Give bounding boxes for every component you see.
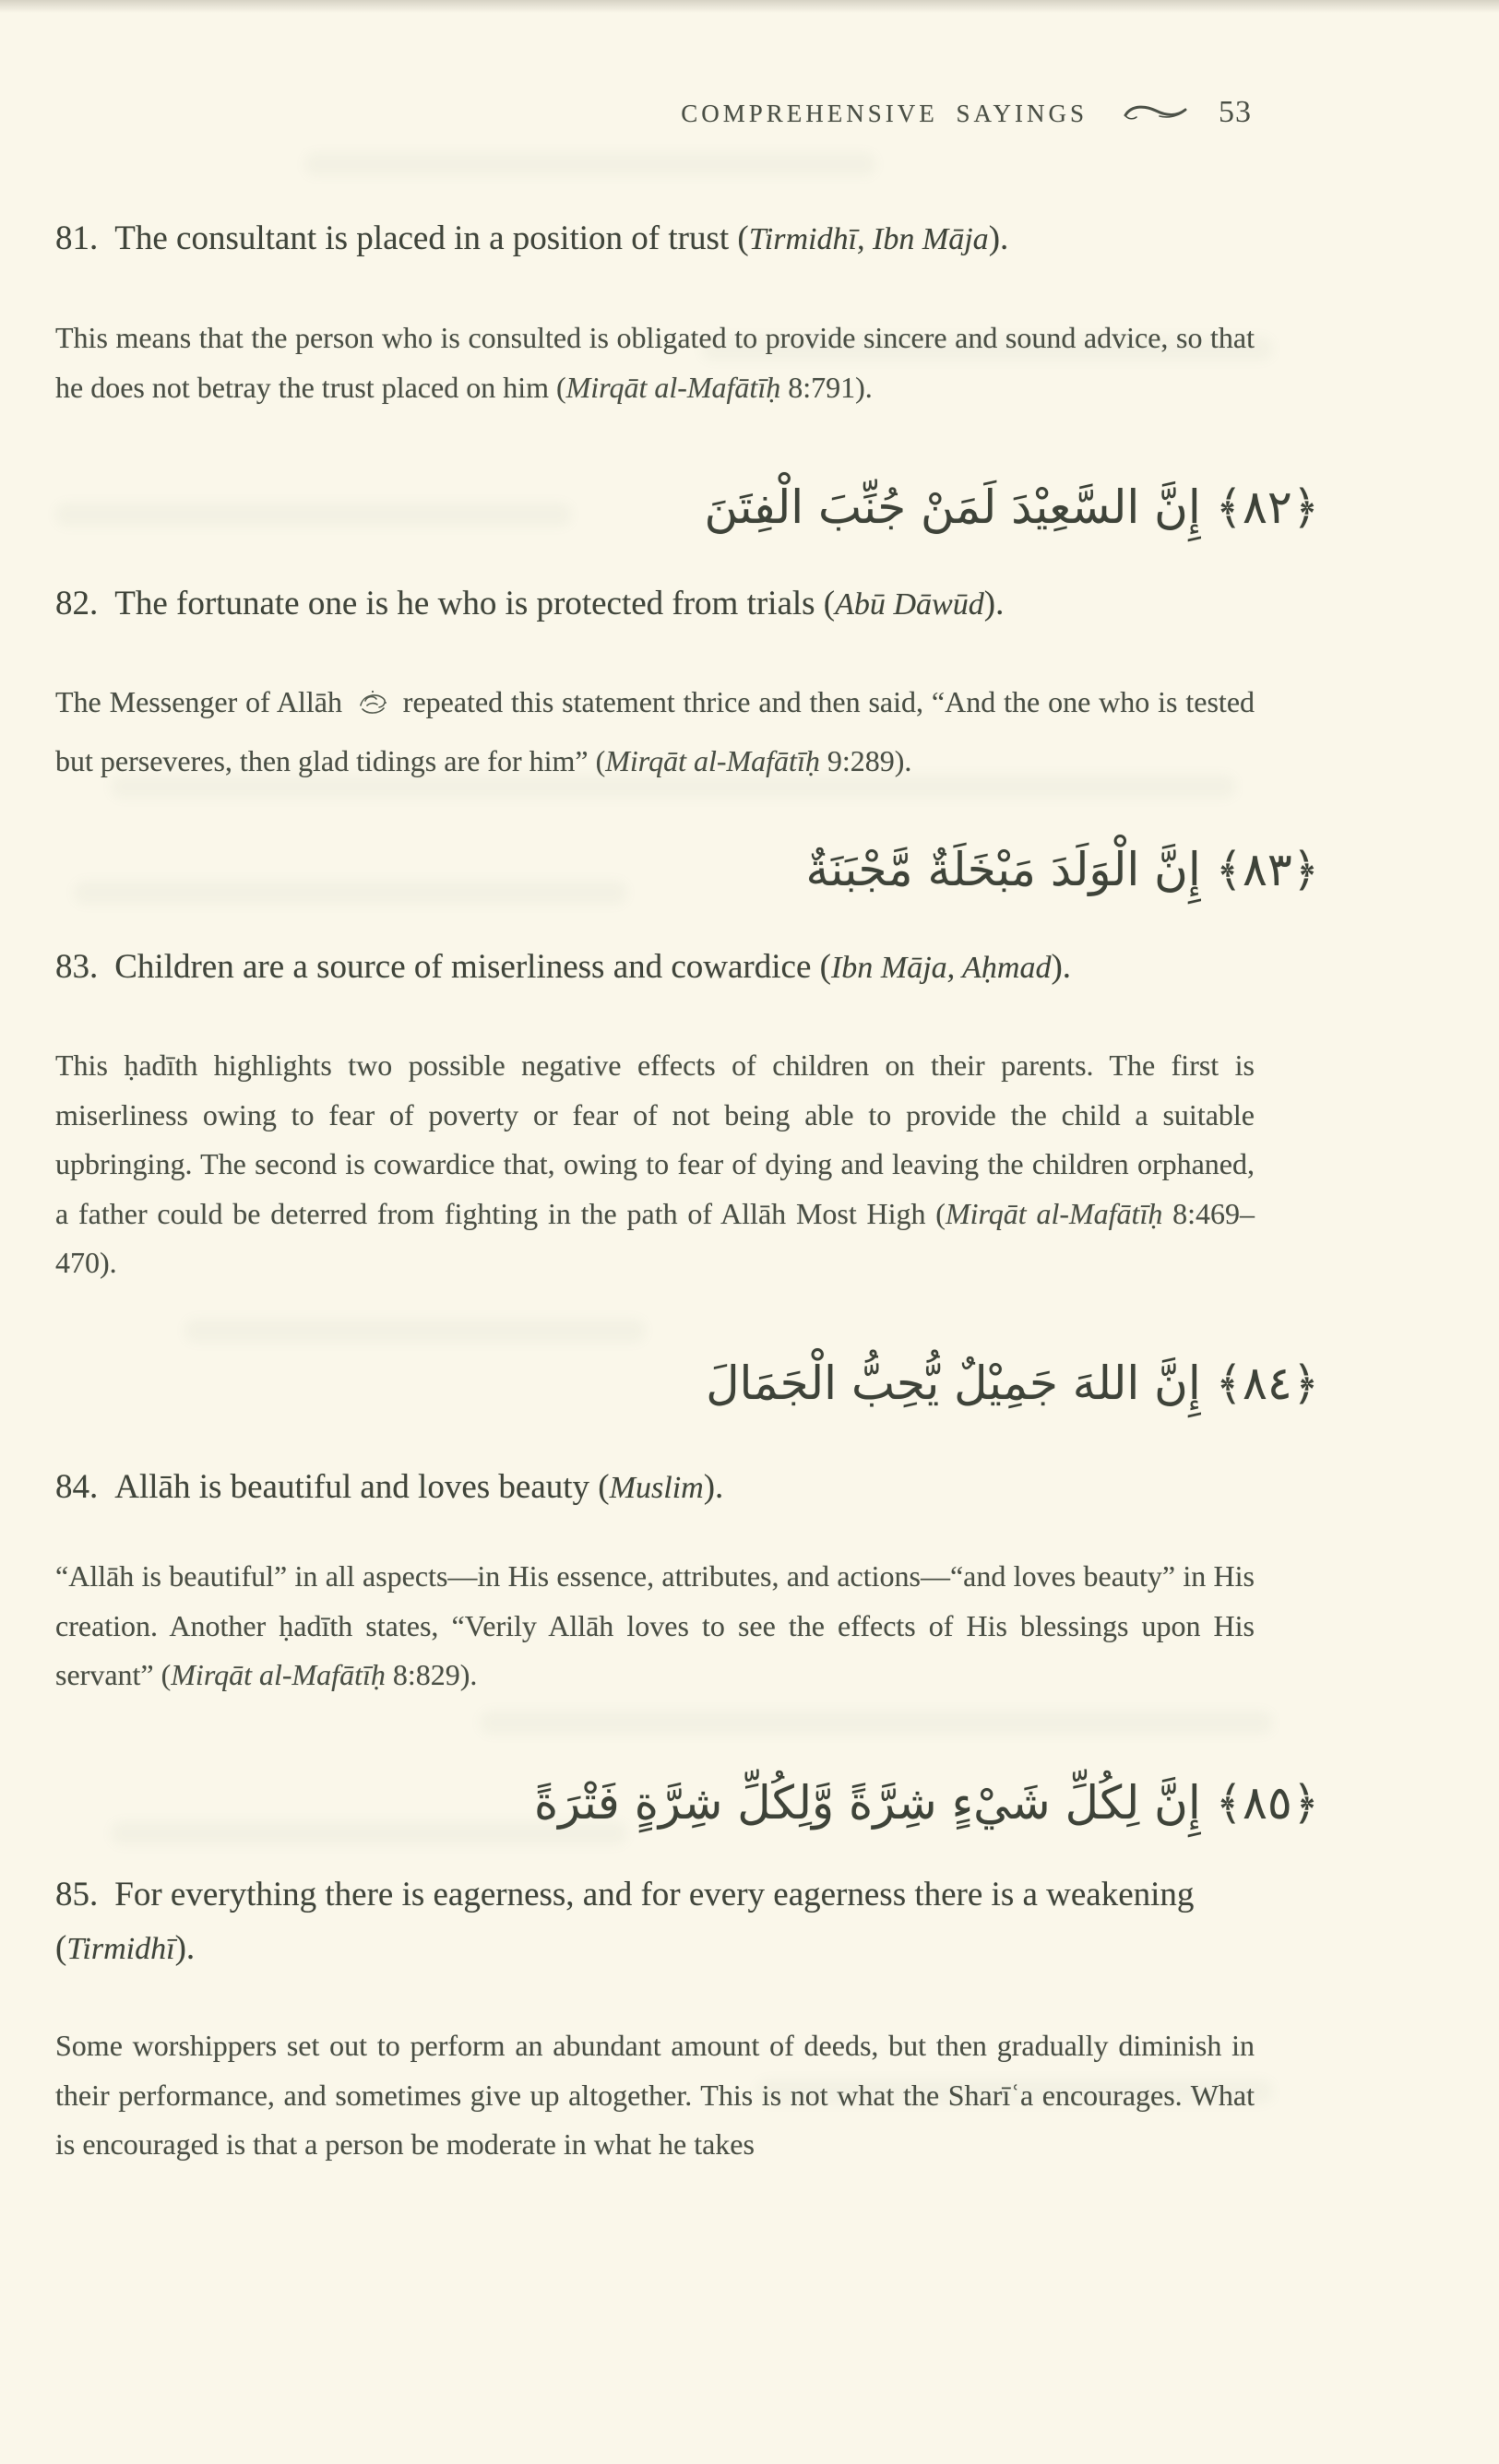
saying-83-heading	[55, 941, 1259, 995]
text-segment: Children are a source of miserliness and cowardice	[114, 948, 820, 986]
saying-81-commentary	[55, 314, 1255, 412]
running-header	[0, 95, 1252, 130]
showthrough-artifact	[304, 152, 876, 176]
saying-83-commentary	[55, 1041, 1255, 1288]
text-segment: 82.	[55, 585, 99, 622]
text-segment: For everything there is eagerness, and for every eagerness there is a weakening	[114, 1876, 1195, 1913]
text-segment: Mirqāt al-Mafātīḥ	[565, 370, 781, 404]
text-segment: 8:469–470).	[55, 1196, 1255, 1279]
text-segment: The consultant is placed in a position of trust	[114, 219, 738, 257]
text-segment: ).	[703, 1468, 724, 1506]
text-segment: Mirqāt al-Mafātīḥ	[171, 1658, 386, 1691]
text-segment: “Allāh is beautiful” in all aspects—in His essence, attributes, and actions—“and loves beauty” in His creation. Another ḥadīth states, “Verily Allāh loves to see the effects of His blessings upon His servant” (	[55, 1559, 1255, 1691]
text-segment: ).	[983, 585, 1005, 622]
text-segment: ).	[988, 219, 1009, 257]
running-header-title: COMPREHENSIVE SAYINGS	[681, 100, 1088, 127]
text-segment: 8:791).	[780, 370, 873, 404]
text-segment: Ibn Māja, Aḥmad	[830, 951, 1052, 985]
saying-81-heading	[55, 212, 1259, 267]
saying-82-heading	[55, 577, 1259, 632]
saying-84-heading	[55, 1461, 1259, 1515]
text-segment: 84.	[55, 1468, 99, 1506]
text-segment: 83.	[55, 948, 99, 986]
text-segment: (	[55, 1929, 67, 1967]
text-segment: Muslim	[609, 1471, 704, 1505]
text-segment: Mirqāt al-Mafātīḥ	[945, 1196, 1163, 1230]
text-segment: This means that the person who is consulted is obligated to provide sincere and sound advice, so that he does not betray the trust placed on him (	[55, 321, 1255, 404]
text-segment: The Messenger of Allāh	[55, 685, 351, 718]
page-number: 53	[1219, 95, 1252, 129]
text-segment: Abū Dāwūd	[835, 587, 984, 622]
scan-edge-shadow	[0, 0, 1499, 13]
text-segment: Some worshippers set out to perform an abundant amount of deeds, but then gradually diminish in their performance, and sometimes give up altogether. This is not what the Sharīʿa encourages. What is encouraged is that a person be moderate in what he takes	[55, 2029, 1255, 2161]
text-segment: ).	[174, 1929, 196, 1967]
text-segment: (	[819, 948, 831, 986]
text-segment: (	[598, 1468, 610, 1506]
showthrough-artifact	[480, 1711, 1273, 1735]
text-segment: 81.	[55, 219, 99, 257]
text-segment: repeated this statement thrice and then said, “And the one who is tested but perseveres, then glad tidings are for him” (	[55, 685, 1255, 777]
arabic-verse-85: ﴿٨٥﴾ إِنَّ لِكُلِّ شَيْءٍ شِرَّةً وَّلِكُلِّ شِرَّةٍ فَتْرَةً	[534, 1776, 1319, 1830]
text-segment: 85.	[55, 1876, 99, 1913]
arabic-verse-84: ﴿٨٤﴾ إِنَّ اللهَ جَمِيْلٌ يُّحِبُّ الْجَمَالَ	[706, 1356, 1319, 1410]
text-segment: 8:829).	[385, 1658, 478, 1691]
saying-82-commentary	[55, 678, 1255, 786]
sallallahu-alayhi-wasallam-icon	[354, 684, 391, 737]
text-segment: ).	[1051, 948, 1072, 986]
saying-84-commentary	[55, 1552, 1255, 1700]
text-segment: (	[823, 585, 836, 622]
text-segment: Mirqāt al-Mafātīḥ	[605, 743, 820, 777]
text-segment: (	[737, 219, 749, 257]
text-segment: Tirmidhī, Ibn Māja	[748, 222, 989, 256]
saying-85-commentary	[55, 2021, 1255, 2170]
calligraphic-swash-icon	[1119, 98, 1191, 130]
text-segment: Allāh is beautiful and loves beauty	[114, 1468, 599, 1506]
text-segment: The fortunate one is he who is protected from trials	[114, 585, 824, 622]
text-segment: 9:289).	[819, 743, 912, 777]
arabic-verse-83: ﴿٨٣﴾ إِنَّ الْوَلَدَ مَبْخَلَةٌ مَّجْبَنَةٌ	[805, 843, 1319, 896]
text-segment: This ḥadīth highlights two possible negative effects of children on their parents. The first is miserliness owing to fear of poverty or fear of not being able to provide the child a suitable upbringing. The second is cowardice that, owing to fear of dying and leaving the children orphaned, a father could be deterred from fighting in the path of Allāh Most High (	[55, 1048, 1255, 1230]
arabic-verse-82: ﴿٨٢﴾ إِنَّ السَّعِيْدَ لَمَنْ جُنِّبَ الْفِتَنَ	[704, 480, 1319, 534]
saying-85-heading	[55, 1868, 1259, 1976]
text-segment: Tirmidhī	[66, 1932, 175, 1966]
